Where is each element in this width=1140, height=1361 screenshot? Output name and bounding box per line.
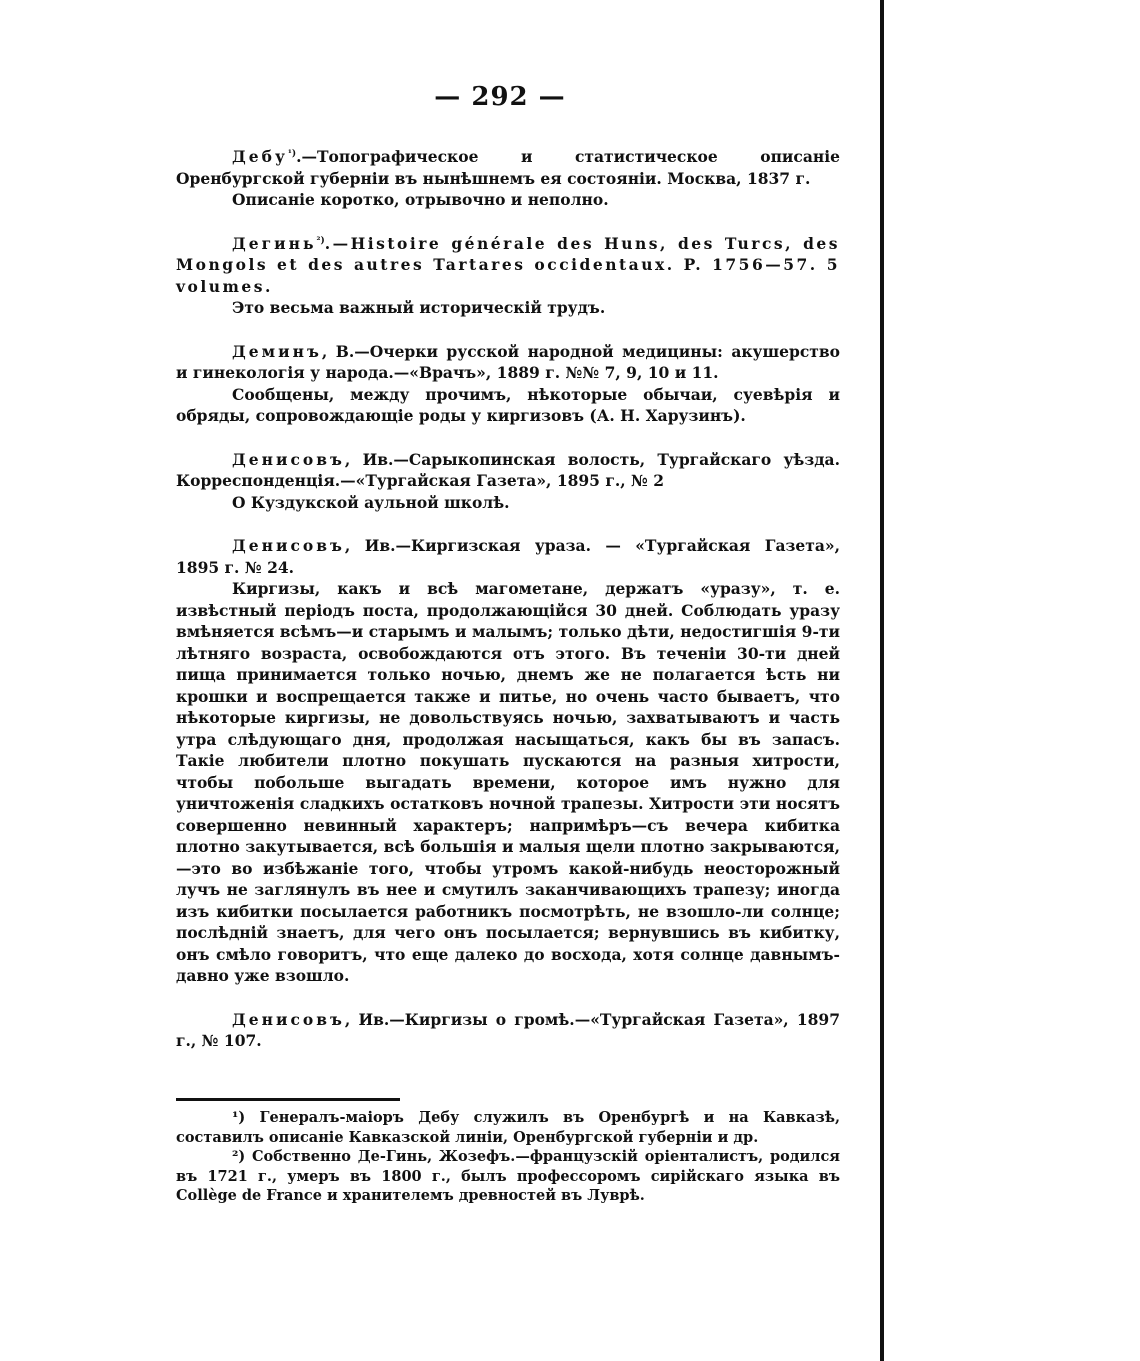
entry-author: Дегинь xyxy=(232,233,317,253)
entry-annotation: Сообщены, между прочимъ, нѣкоторые обычаи, суевѣрія и обряды, сопровождающіе роды у киргизовъ (А. Н. Харузинъ). xyxy=(176,384,840,425)
entry-title: , Ив.—Сарыкопинская волость, Тургайскаго уѣзда. Корреспонденція.—«Тургайская Газета», 1895 г., № 2 xyxy=(176,449,840,490)
page-number: — 292 — xyxy=(434,82,566,112)
footnote-marker: ¹) xyxy=(287,148,297,159)
entry-author: Деминъ xyxy=(232,341,322,361)
entry-citation xyxy=(176,341,840,384)
entry-citation xyxy=(176,535,840,578)
bibliography-entry xyxy=(176,146,840,211)
entry-citation xyxy=(176,1009,840,1052)
entry-title: .—Топографическое и статистическое описаніе Оренбургской губерніи въ нынѣшнемъ ея состояніи. Москва, 1837 г. xyxy=(176,147,840,188)
footnote-separator xyxy=(176,1098,400,1101)
entry-title: .—Histoire générale des Huns, des Turcs, des Mongols et des autres Tartares occidentaux. P. 1756—57. 5 volumes. xyxy=(176,233,840,296)
footnote: ¹) Генералъ-маіоръ Дебу служилъ въ Оренбургѣ и на Кавказѣ, составилъ описаніе Кавказской линіи, Оренбургской губерніи и др. xyxy=(176,1109,840,1146)
entry-author: Денисовъ xyxy=(232,1009,345,1029)
entry-citation xyxy=(176,146,840,189)
entry-annotation: Киргизы, какъ и всѣ магометане, держатъ «уразу», т. е. извѣстный періодъ поста, продолжающійся 30 дней. Соблюдать уразу вмѣняется всѣмъ—и старымъ и малымъ; только дѣти, недостигшія 9-ти лѣтняго возраста, освобождаются отъ этого. Въ теченіи 30-ти дней пища принимается только ночью, днемъ же не полагается ѣсть ни крошки и воспрещается также и питье, но очень часто бываетъ, что нѣкоторые киргизы, не довольствуясь ночью, захватываютъ и часть утра слѣдующаго дня, продолжая насыщаться, какъ бы въ запасъ. Такіе любители плотно покушать пускаются на разныя хитрости, чтобы побольше выгадать времени, которое имъ нужно для уничтоженія сладкихъ остатковъ ночной трапезы. Хитрости эти носятъ совершенно невинный характеръ; напримѣръ—съ вечера кибитка плотно закутывается, всѣ большія и малыя щели плотно закрываются,—это во избѣжаніе того, чтобы утромъ какой-нибудь неосторожный лучъ не заглянулъ въ нее и смутилъ заканчивающихъ трапезу; иногда изъ кибитки посылается работникъ посмотрѣть, не взошло-ли солнце; послѣдній знаетъ, для чего онъ посылается; вернувшись въ кибитку, онъ смѣло говоритъ, что еще далеко до восхода, хотя солнце давнымъ-давно уже взошло. xyxy=(176,579,840,985)
entry-author: Денисовъ xyxy=(232,536,345,555)
entry-annotation: Описаніе коротко, отрывочно и неполно. xyxy=(232,190,609,209)
footnote: ²) Собственно Де-Гинь, Жозефъ.—французскій оріенталистъ, родился въ 1721 г., умеръ въ 1800 г., былъ профессоромъ сирійскаго языка въ Collège de France и хранителемъ древностей въ Луврѣ. xyxy=(176,1148,840,1204)
entry-author: Денисовъ xyxy=(232,449,345,469)
entry-author: Дебу xyxy=(232,147,288,166)
page-edge-line xyxy=(880,0,884,1361)
entry-title: , Ив.—Киргизская ураза. — «Тургайская Газета», 1895 г. № 24. xyxy=(176,536,840,577)
entry-citation xyxy=(176,449,840,492)
bibliography-entry xyxy=(176,449,840,514)
entry-title: , В.—Очерки русской народной медицины: акушерство и гинекологія у народа.—«Врачъ», 1889 г. №№ 7, 9, 10 и 11. xyxy=(176,341,840,382)
bibliography-list xyxy=(176,146,840,1074)
entry-annotation: О Куздукской аульной школѣ. xyxy=(232,492,510,512)
bibliography-entry xyxy=(176,233,840,319)
bibliography-entry xyxy=(176,341,840,427)
footnotes xyxy=(176,1108,840,1206)
bibliography-entry xyxy=(176,535,840,987)
entry-title: , Ив.—Киргизы о громѣ.—«Тургайская Газета», 1897 г., № 107. xyxy=(176,1009,840,1050)
entry-annotation: Это весьма важный историческій трудъ. xyxy=(232,298,606,317)
bibliography-entry xyxy=(176,1009,840,1052)
entry-citation xyxy=(176,233,840,298)
footnote-marker: ²) xyxy=(316,235,325,246)
